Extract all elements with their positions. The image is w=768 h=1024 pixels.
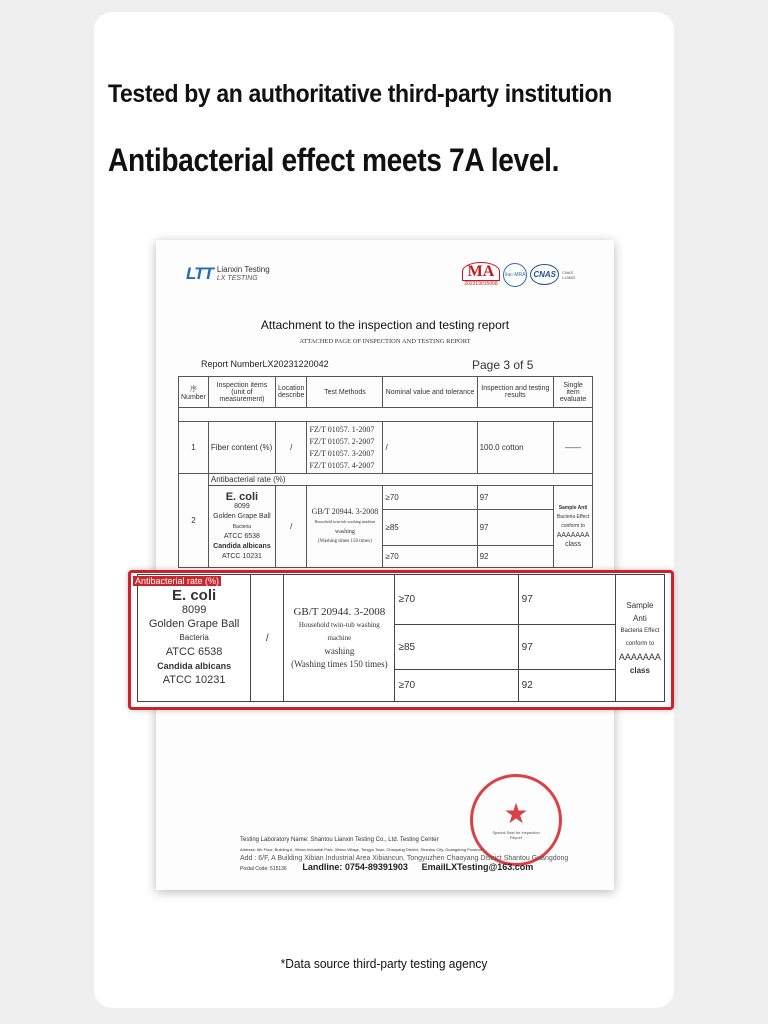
page-number: Page 3 of 5 <box>472 358 534 372</box>
lab-address-en: Address: 6th Floor, Building A, Xibian Industrial Park, Xibian Village, Tongyu Town, Chaoyang District, Shantou City, Guangdong Province <box>240 847 483 852</box>
row1-result: 100.0 cotton <box>477 422 554 474</box>
headline-line-1: Tested by an authoritative third-party institution <box>108 80 612 108</box>
landline: Landline: 0754-89391903 <box>302 862 408 872</box>
cnas-badge: CNAS <box>530 264 559 285</box>
zoom-result-2: 97 <box>518 625 615 669</box>
zoom-result-3: 92 <box>518 669 615 701</box>
row2-nominal-3: ≥70 <box>383 546 477 568</box>
row2-result-2: 97 <box>477 510 554 546</box>
cnas-number: CNAS L19800 <box>562 269 576 280</box>
zoom-result-1: 97 <box>518 575 615 625</box>
postal-code: Postal Code: 515136 <box>240 866 287 872</box>
report-subtitle: ATTACHED PAGE OF INSPECTION AND TESTING REPORT <box>299 338 471 345</box>
lab-logo <box>186 264 270 284</box>
row2-section-label: Antibacterial rate (%) <box>208 474 592 486</box>
row2-nominal-1: ≥70 <box>383 486 477 510</box>
seal-star-icon: ★ <box>503 798 529 829</box>
test-report-document <box>156 240 614 890</box>
ma-badge: MA 202319015068 <box>462 262 501 287</box>
row2-number: 2 <box>179 474 209 568</box>
contact-line <box>240 863 600 874</box>
header-number: 序 Number <box>179 377 209 408</box>
row1-methods: FZ/T 01057. 1-2007 FZ/T 01057. 2-2007 FZ/T 01057. 3-2007 FZ/T 01057. 4-2007 <box>307 422 383 474</box>
email: EmailLXTesting@163.com <box>421 862 534 872</box>
row1-evaluate: —— <box>554 422 593 474</box>
header-methods: Test Methods <box>307 377 383 408</box>
row1-location: / <box>275 422 306 474</box>
lab-logo-name: Lianxin Testing <box>216 265 270 274</box>
lab-logo-mark: LTT <box>186 264 213 283</box>
row2-label-row <box>179 474 593 486</box>
inspection-seal: ★ Special Seal for Inspection Report <box>470 774 562 866</box>
data-source-caption: *Data source third-party testing agency <box>280 956 488 971</box>
zoom-method: GB/T 20944. 3-2008 Household twin-tub washing machine washing (Washing times 150 times) <box>284 575 395 702</box>
row1-number: 1 <box>179 422 209 474</box>
zoom-location: / <box>251 575 284 702</box>
row2-method: GB/T 20944. 3-2008 Household twin-tub washing machine washing (Washing times 150 times) <box>307 486 383 568</box>
zoom-nominal-3: ≥70 <box>395 669 518 701</box>
zoom-evaluate: Sample Anti Bacteria Effect conform to AAAAAAA class <box>615 575 664 702</box>
zoom-nominal-2: ≥85 <box>395 625 518 669</box>
certification-badges <box>462 262 584 287</box>
zoom-section-tag: Antibacterial rate (%) <box>135 576 220 586</box>
row2-result-1: 97 <box>477 486 554 510</box>
headline-line-2: Antibacterial effect meets 7A level. <box>108 142 560 178</box>
lab-logo-sub: LX TESTING <box>216 275 258 282</box>
header-results: Inspection and testing results <box>477 377 554 408</box>
row2-result-3: 92 <box>477 546 554 568</box>
row2-organisms: E. coli 8099 Golden Grape Ball Bacteria ATCC 6538 Candida albicans ATCC 10231 <box>208 486 275 568</box>
lab-address: Add : 6/F, A Building Xibian Industrial Area Xibiancun, Tongyuzhen Chaoyang District Shantou Guangdong <box>240 855 569 862</box>
report-title: Attachment to the inspection and testing report <box>260 318 510 332</box>
zoomed-antibacterial-section <box>128 570 674 710</box>
header-location: Location describe <box>275 377 306 408</box>
row2-nominal-2: ≥85 <box>383 510 477 546</box>
zoomed-table <box>137 574 665 702</box>
row2-location: / <box>275 486 306 568</box>
ilac-mra-badge: ilac-MRA <box>503 263 527 287</box>
zoom-nominal-1: ≥70 <box>395 575 518 625</box>
inspection-table <box>178 376 593 568</box>
report-footer <box>240 836 600 874</box>
row2-evaluate: Sample Anti Bacteria Effect conform to AAAAAAA class <box>554 486 593 568</box>
row1-nominal: / <box>383 422 477 474</box>
table-row <box>179 422 593 474</box>
zoom-organisms: E. coli 8099 Golden Grape Ball Bacteria ATCC 6538 Candida albicans ATCC 10231 <box>138 575 251 702</box>
table-header-row <box>179 377 593 408</box>
header-items: Inspection items (unit of measurement) <box>208 377 275 408</box>
header-evaluate: Single item evaluate <box>554 377 593 408</box>
header-nominal: Nominal value and tolerance <box>383 377 477 408</box>
table-row <box>179 486 593 510</box>
report-number: Report NumberLX20231220042 <box>201 359 329 369</box>
lab-name: Testing Laboratory Name: Shantou Lianxin Testing Co., Ltd. Testing Center <box>240 837 439 843</box>
row1-item: Fiber content (%) <box>208 422 275 474</box>
